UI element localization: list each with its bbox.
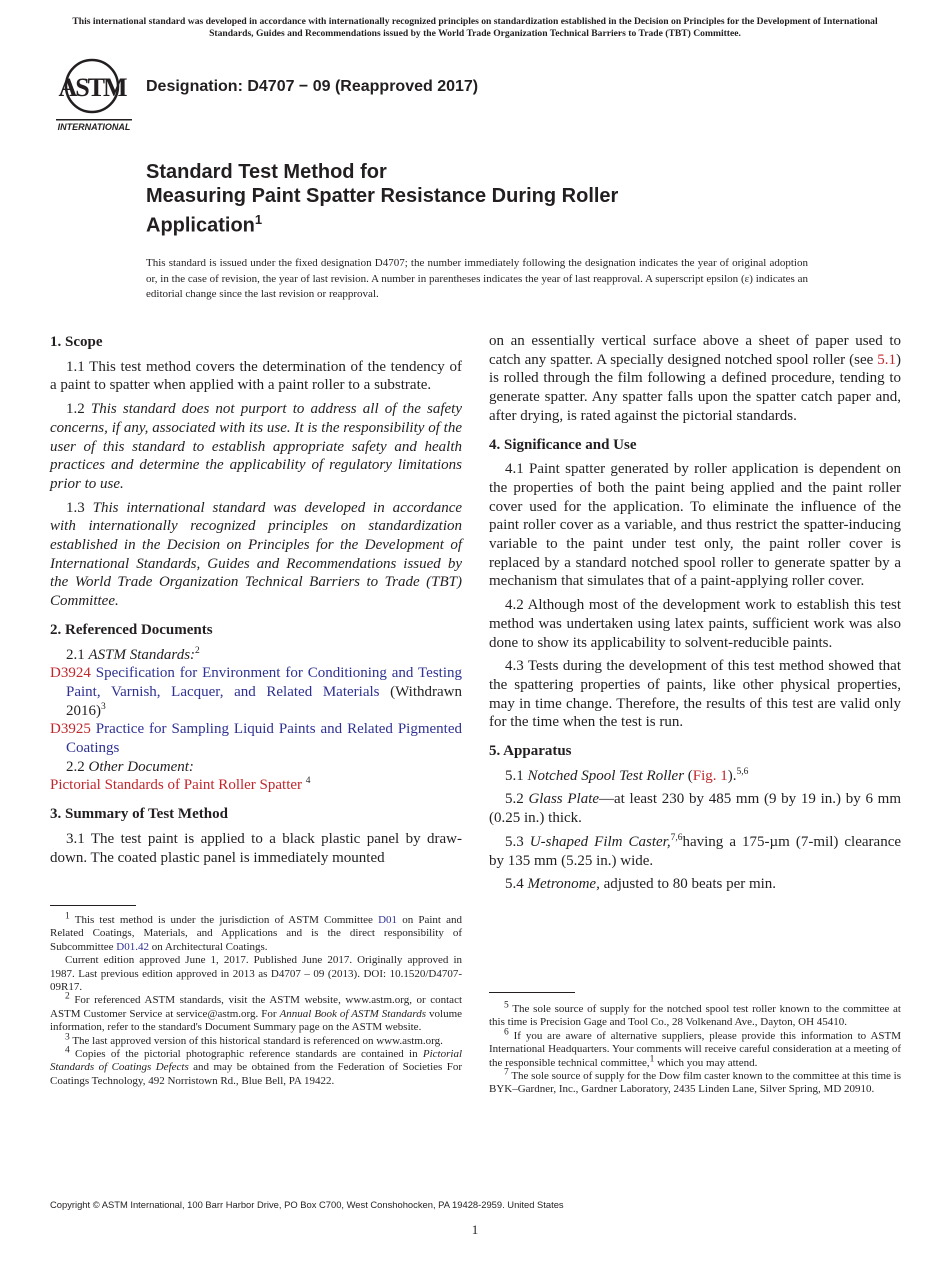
para-5-1-italic: Notched Spool Test Roller [527, 767, 685, 784]
para-5-1-footnote-ref[interactable]: 5,6 [736, 766, 749, 777]
ref-pictorial-link[interactable]: Pictorial Standards of Paint Roller Spatter [50, 777, 303, 794]
footnote-2 [50, 991, 463, 1034]
para-2-1-footnote-ref[interactable]: 2 [195, 645, 200, 656]
title-line-3 [146, 208, 826, 238]
para-3-1-start: 3.1 The test paint is applied to a black plastic panel by draw-down. The coated plastic panel is immediately mounted [50, 830, 462, 866]
footnote-5-text: The sole source of supply for the notched spool test roller known to the committee at this time is Precision Gage and Tool Co., 28 Volkenand Ave., Dayton, OH 45410. [489, 1003, 901, 1029]
trade-notice: This international standard was developed in accordance with internationally recognized principles on standardization established in the Decision on Principles for the Development of International Standards, Guides and Recommendations issued by the World Trade Organization Technical Barriers to Trade (TBT) Committee. [72, 16, 878, 39]
footnote-6-text-a: If you are aware of alternative suppliers, please provide this information to ASTM International Headquarters. Your comments will receive careful consideration at a meeting of the responsible technical committee, [489, 1029, 902, 1069]
footnote-4-text-b: and may be obtained from the Federation of Societies For Coatings Technology, 492 Norristown Rd., Blue Bell, PA 19422. [50, 1061, 462, 1087]
para-3-1-text-a: on an essentially vertical surface above a sheet of paper used to catch any spatter. A specially designed notched spool roller (see [489, 333, 901, 368]
footnote-2-italic: Annual Book of ASTM Standards [279, 1007, 427, 1020]
footnote-3-num: 3 [65, 1032, 70, 1042]
footnote-rule-left [50, 905, 136, 906]
para-1-2 [50, 400, 462, 494]
footnote-1-edition: Current edition approved June 1, 2017. Published June 2017. Originally approved in 1987. Last previous edition approved in 2013 as D4707 – 09 (2013). DOI: 10.1520/D4707-09R17. [50, 954, 462, 994]
para-5-4-num: 5.4 [505, 876, 524, 893]
ref-pictorial-footnote-ref[interactable]: 4 [305, 776, 311, 787]
footnote-7-num: 7 [504, 1067, 509, 1078]
para-5-3 [489, 833, 901, 870]
para-5-3-text: having a 175-µm (7-mil) clearance by 135 mm (5.25 in.) wide. [489, 833, 902, 869]
para-5-2-num: 5.2 [505, 791, 524, 808]
footnote-7-text: The sole source of supply for the Dow film caster known to the committee at this time is BYK–Gardner, Inc., Gardner Laboratory, 2435 Linden Lane, Silver Spring, MD 20910. [489, 1070, 901, 1096]
footnote-1 [50, 911, 463, 954]
para-5-1: 5.1 Notched Spool Test Roller (Fig. 1).$^{5,6}$ [505, 766, 749, 784]
para-4-3: 4.3 Tests during the development of this test method showed that the spattering properties of paints, like other physical properties, may in time change. Therefore, the results of this test are valid only for the time when the test is run. [489, 658, 901, 731]
para-5-4 [489, 875, 901, 894]
para-3-1-text-b: ) is rolled through the film following a defined procedure, tending to generate spatter. Any spatter falls upon the spatter catch paper and, after drying, is rated against the pictorial standards. [489, 351, 901, 424]
document-title [146, 160, 826, 238]
footnote-3-text: The last approved version of this historical standard is referenced on www.astm.org. [72, 1034, 443, 1047]
para-2-2-text: Other Document: [88, 758, 194, 775]
para-5-2 [489, 790, 901, 827]
section-2-heading: 2. Referenced Documents [50, 621, 213, 638]
para-2-1-text: ASTM Standards: [88, 646, 196, 663]
footnote-2-text-a: For referenced ASTM standards, visit the ASTM website, www.astm.org, or contact ASTM Customer Service at service@astm.org. For [50, 994, 463, 1020]
para-5-2-italic: Glass Plate [528, 791, 600, 808]
para-5-1-num: 5.1 [505, 767, 524, 784]
para-1-3-text: This international standard was developed in accordance with internationally recognized principles on standardization established in the Decision on Principles for the Development of International Standards, Guides and Recommendations issued by the World Trade Organization Technical Barriers to Trade (TBT) Committee. [50, 499, 463, 610]
footnote-4-text-a: Copies of the pictorial photographic reference standards are contained in [75, 1048, 418, 1061]
para-1-2-text: This standard does not purport to address all of the safety concerns, if any, associated with its use. It is the responsibility of the user of this standard to establish appropriate safety and health practices and determine the applicability of regulatory limitations prior to use. [50, 401, 463, 492]
footnote-4 [50, 1045, 462, 1088]
footnote-1-link-d0142[interactable]: D01.42 [116, 940, 149, 953]
footnote-2-text-b: volume information, refer to the standard's Document Summary page on the ASTM website. [50, 1007, 463, 1034]
page-number: 1 [471, 1222, 479, 1237]
footnote-5 [489, 1000, 901, 1030]
para-5-4-italic: Metronome, [527, 876, 600, 893]
para-4-2: 4.2 Although most of the development work to establish this test method was undertaken using latex paints, sufficient work was also done to show its applicability to solvent-reducible paints. [489, 597, 901, 651]
logo-letters: ASTM [58, 73, 126, 102]
title-line-2: Measuring Paint Spatter Resistance During Roller [146, 185, 619, 207]
reference-d3924 [50, 664, 462, 720]
footnote-1-text-c: on Architectural Coatings. [151, 940, 268, 953]
footnotes-right [489, 1000, 902, 1097]
footnote-5-num: 5 [504, 1000, 509, 1011]
ref-d3924-title-link[interactable]: Specification for Environment for Conditioning and Testing Paint, Varnish, Lacquer, and Related Materials [66, 665, 462, 700]
ref-d3925-title-link[interactable]: Practice for Sampling Liquid Paints and Related Pigmented Coatings [66, 721, 462, 757]
section-3-heading: 3. Summary of Test Method [50, 806, 228, 823]
logo-text: INTERNATIONAL [57, 122, 131, 132]
copyright: Copyright © ASTM International, 100 Barr Harbor Drive, PO Box C700, West Conshohocken, PA 19428-2959. United States [50, 1199, 564, 1210]
title-line-1: Standard Test Method for [146, 161, 387, 183]
footnote-6-text-b: which you may attend. [657, 1056, 758, 1069]
fixed-designation-note: This standard is issued under the fixed designation D4707; the number immediately following the designation indicates the year of original adoption or, in the case of revision, the year of last revision. A number in parentheses indicates the year of last reapproval. A superscript epsilon (ε) indicates an editorial change since the last revision or reapproval. [146, 257, 808, 300]
right-column [489, 332, 901, 899]
astm-logo [54, 56, 134, 134]
title-footnote-ref[interactable]: 1 [254, 212, 263, 227]
para-1-1: 1.1 This test method covers the determination of the tendency of a paint to spatter when applied with a paint roller to a substrate. [50, 358, 462, 394]
footnote-6 [489, 1027, 902, 1070]
para-4-1: 4.1 Paint spatter generated by roller application is dependent on the properties of both the paint being applied and the paint roller cover used for the application. To eliminate the influence of the paint roller cover as a variable, and thus restrict the spatter-inducing variable to the paint under test only, the paint roller cover is replaced by a standard notched spool roller to generate spatter by a mechanism that simulates that of a paint-applying roller cover. [489, 461, 901, 590]
link-fig-1[interactable]: Fig. 1 [692, 767, 728, 784]
title-line-3-text: Application [146, 214, 255, 237]
section-1-heading: 1. Scope [50, 334, 103, 350]
para-5-3-italic: U-shaped Film Caster, [529, 833, 671, 850]
footnote-rule-right [489, 992, 575, 993]
ref-d3924-note: (Withdrawn 2016) [66, 683, 462, 719]
footnotes-left [50, 911, 463, 1088]
reference-pictorial [50, 776, 462, 795]
footnote-1-text-a: This test method is under the jurisdiction of ASTM Committee [74, 914, 373, 926]
para-2-2-num: 2.2 [66, 758, 85, 775]
designation: Designation: D4707 − 09 (Reapproved 2017) [146, 78, 479, 95]
para-1-2-num: 1.2 [66, 401, 85, 418]
link-section-5-1[interactable]: 5.1 [877, 351, 896, 368]
footnote-6-num: 6 [504, 1027, 509, 1038]
section-5-heading: 5. Apparatus [489, 743, 572, 760]
para-5-2-text: —at least 230 by 485 mm (9 by 19 in.) by 6 mm (0.25 in.) thick. [489, 791, 901, 827]
footnote-1-link-d01[interactable]: D01 [378, 914, 398, 926]
footnote-4-italic: Pictorial Standards of Coatings Defects [50, 1048, 462, 1074]
ref-d3924-code[interactable]: D3924 [50, 665, 91, 682]
footnote-4-num: 4 [65, 1045, 70, 1056]
para-3-1-continued [489, 332, 901, 426]
footnote-3 [50, 1032, 462, 1048]
footnote-7 [489, 1067, 901, 1097]
reference-d3925 [50, 720, 462, 757]
section-4-heading: 4. Significance and Use [489, 436, 637, 453]
para-1-3 [50, 499, 462, 611]
para-2-1 [50, 646, 462, 665]
ref-d3925-code[interactable]: D3925 [50, 721, 91, 738]
para-5-3-num: 5.3 [505, 833, 524, 850]
left-column [50, 333, 462, 872]
footnote-1-text-b: on Paint and Related Coatings, Materials, and Applications and is the direct responsibility of Subcommittee [50, 914, 463, 953]
para-5-4-text: adjusted to 80 beats per min. [603, 876, 777, 893]
ref-d3924-footnote-ref[interactable]: 3 [101, 701, 106, 712]
footnote-6-ref[interactable]: 1 [649, 1053, 655, 1064]
para-2-2 [50, 758, 462, 777]
para-1-3-num: 1.3 [66, 499, 85, 516]
para-5-3-footnote-ref[interactable]: 7,6 [670, 832, 683, 843]
footnote-1-num: 1 [65, 911, 70, 922]
para-2-1-num: 2.1 [66, 646, 85, 663]
footnote-2-num: 2 [65, 991, 70, 1002]
